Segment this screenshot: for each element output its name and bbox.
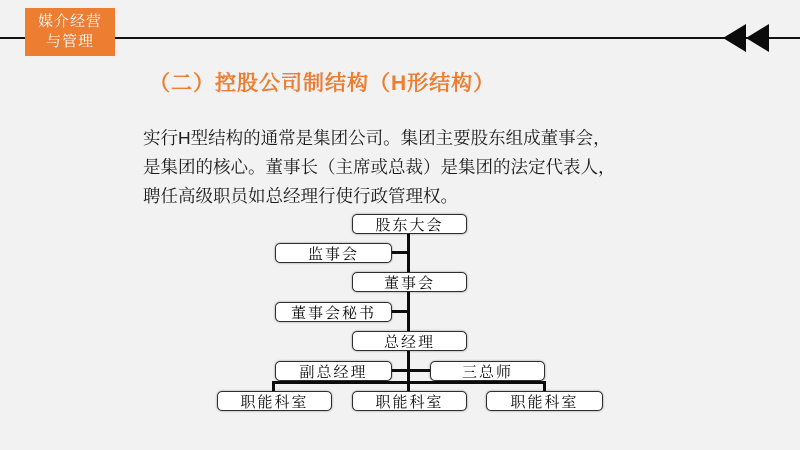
orgchart-node-supervisory-board: 监事会 [275,243,392,263]
slide-body-paragraph [143,124,643,211]
orgchart-node-functional-dept-2: 职能科室 [352,391,467,411]
course-badge [25,8,115,56]
slide-title: （二）控股公司制结构（H形结构） [149,72,496,95]
orgchart-node-functional-dept-3: 职能科室 [486,391,603,411]
orgchart-node-deputy-general-manager: 副总经理 [275,361,392,381]
connector-deputy-gm-stub [392,369,407,372]
orgchart-node-three-chief-engineers: 三总师 [430,361,545,381]
connector-supervisory-stub [392,251,407,254]
connector-chief-engineers-stub [410,369,430,372]
course-badge-line2: 与管理 [45,33,94,50]
orgchart-node-board-secretary: 董事会秘书 [275,302,392,322]
body-line: 是集团的核心。董事长（主席或总裁）是集团的法定代表人， [143,157,616,177]
orgchart-node-shareholders-meeting: 股东大会 [352,214,467,234]
rewind-double-left-arrow-icon[interactable] [722,23,772,53]
orgchart-node-functional-dept-1: 职能科室 [217,391,332,411]
orgchart-node-board-of-directors: 董事会 [352,272,467,292]
connector-shareholders-to-board [407,233,410,273]
connector-dept3-drop [543,381,546,391]
course-badge-line1: 媒介经营 [37,13,102,30]
connector-secretary-stub [392,310,407,313]
connector-board-to-gm [407,291,410,332]
orgchart-node-general-manager: 总经理 [352,331,467,351]
header-rule [0,37,800,39]
body-line: 实行H型结构的通常是集团公司。集团主要股东组成董事会， [143,128,611,148]
connector-dept1-drop [272,381,275,391]
body-line: 聘任高级职员如总经理行使行政管理权。 [143,186,458,206]
